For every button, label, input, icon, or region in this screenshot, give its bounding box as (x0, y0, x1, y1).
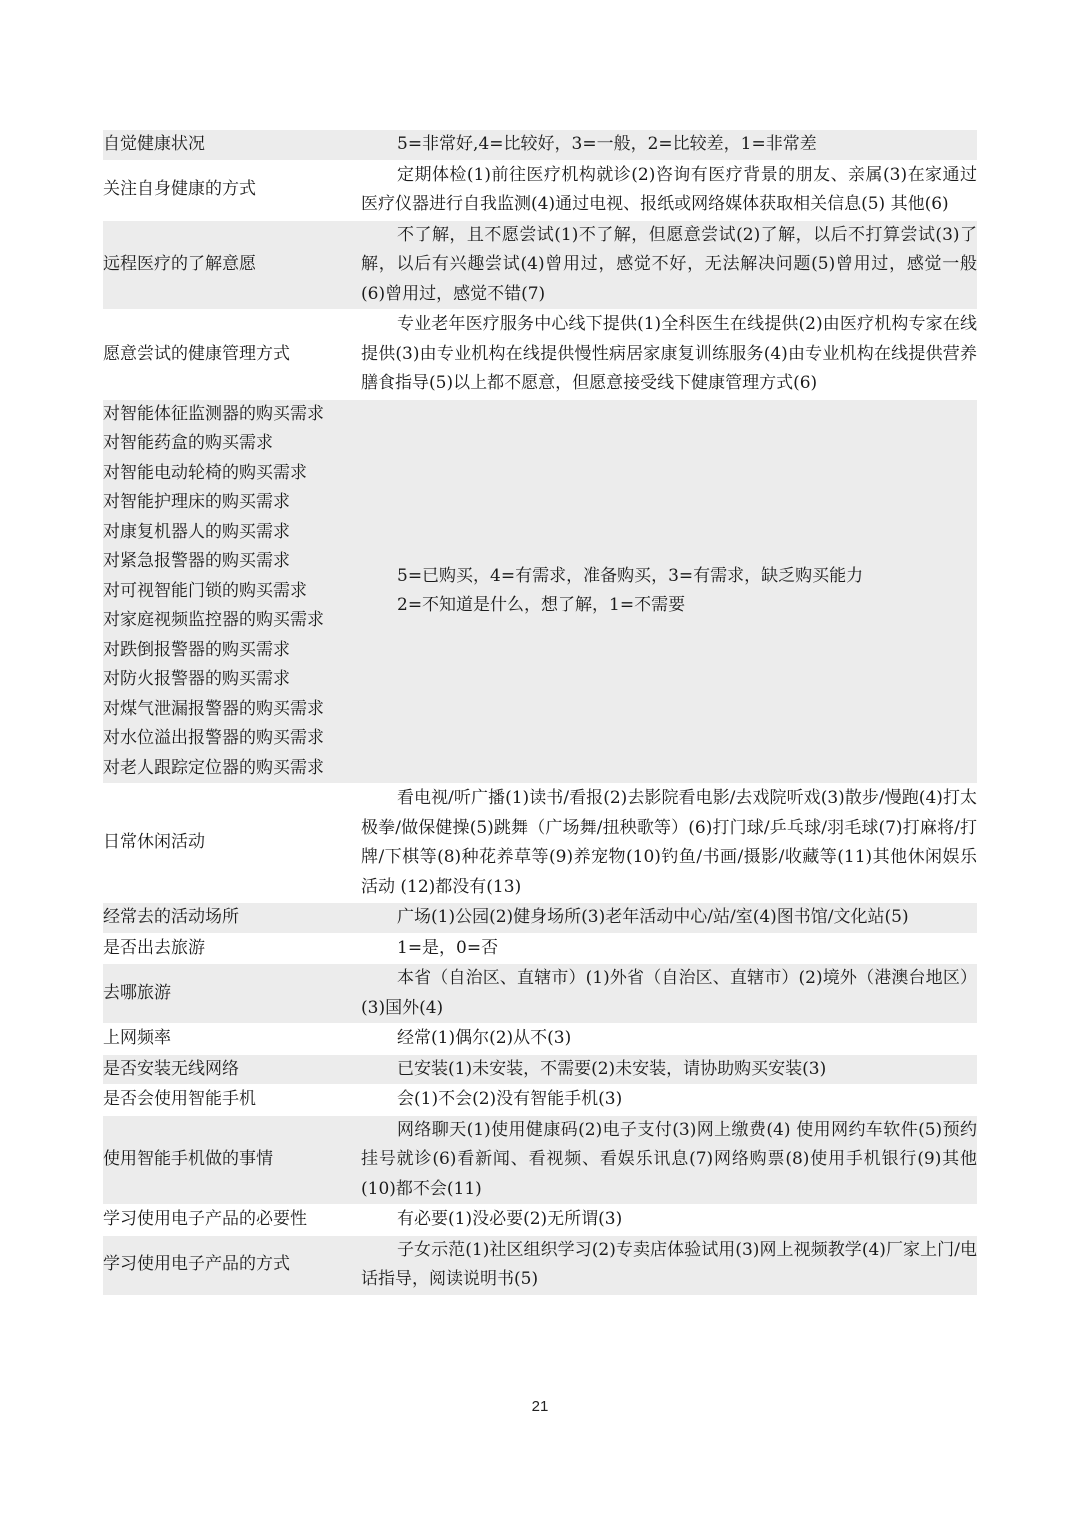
table-row (103, 399, 977, 784)
table-row (103, 1115, 977, 1205)
table-row (103, 1235, 977, 1295)
table-row (103, 902, 977, 933)
variable-cell: 是否出去旅游 (103, 933, 361, 964)
value-cell: 广场(1)公园(2)健身场所(3)老年活动中心/站/室(4)图书馆/文化站(5) (361, 902, 977, 933)
value-line: 2=不知道是什么，想了解，1=不需要 (397, 595, 686, 616)
variable-item: 对康复机器人的购买需求 (103, 521, 290, 542)
value-cell: 1=是，0=否 (361, 933, 977, 964)
variable-cell: 自觉健康状况 (103, 130, 361, 160)
variable-item: 对跌倒报警器的购买需求 (103, 639, 290, 660)
variable-cell: 远程医疗的了解意愿 (103, 220, 361, 310)
variable-item: 对智能药盒的购买需求 (103, 433, 273, 453)
table-row (103, 933, 977, 964)
variable-item: 对防火报警器的购买需求 (103, 669, 290, 689)
codebook-table (103, 130, 977, 1295)
variable-item: 对紧急报警器的购买需求 (103, 551, 290, 571)
variable-cell: 是否会使用智能手机 (103, 1084, 361, 1115)
table-row (103, 783, 977, 902)
variable-cell: 关注自身健康的方式 (103, 160, 361, 220)
value-cell: 已安装(1)未安装，不需要(2)未安装，请协助购买安装(3) (361, 1054, 977, 1085)
variable-item: 对智能电动轮椅的购买需求 (103, 462, 307, 483)
table-row (103, 220, 977, 310)
variable-cell: 经常去的活动场所 (103, 902, 361, 933)
variable-item: 对智能护理床的购买需求 (103, 492, 290, 512)
value-cell: 会(1)不会(2)没有智能手机(3) (361, 1084, 977, 1115)
variable-cell: 使用智能手机做的事情 (103, 1115, 361, 1205)
value-cell (361, 399, 977, 784)
value-cell: 专业老年医疗服务中心线下提供(1)全科医生在线提供(2)由医疗机构专家在线提供(3)由专业机构在线提供慢性病居家康复训练服务(4)由专业机构在线提供营养膳食指导(5)以上都不愿意，但愿意接受线下健康管理方式(6) (361, 309, 977, 399)
value-line: 5=已购买，4=有需求，准备购买，3=有需求，缺乏购买能力 (397, 565, 864, 586)
variable-item: 对可视智能门锁的购买需求 (103, 580, 307, 601)
value-cell: 有必要(1)没必要(2)无所谓(3) (361, 1204, 977, 1235)
table-row (103, 1084, 977, 1115)
value-cell: 不了解，且不愿尝试(1)不了解，但愿意尝试(2)了解，以后不打算尝试(3)了解，以后有兴趣尝试(4)曾用过，感觉不好，无法解决问题(5)曾用过，感觉一般(6)曾用过，感觉不错(7) (361, 220, 977, 310)
table-row (103, 130, 977, 160)
table-row (103, 1204, 977, 1235)
table-row (103, 963, 977, 1023)
variable-cell: 学习使用电子产品的方式 (103, 1235, 361, 1295)
table-row (103, 309, 977, 399)
table-row (103, 1023, 977, 1054)
variable-item: 对水位溢出报警器的购买需求 (103, 728, 324, 748)
value-cell: 经常(1)偶尔(2)从不(3) (361, 1023, 977, 1054)
variable-item: 对煤气泄漏报警器的购买需求 (103, 698, 324, 719)
variable-cell: 去哪旅游 (103, 963, 361, 1023)
value-cell: 定期体检(1)前往医疗机构就诊(2)咨询有医疗背景的朋友、亲属(3)在家通过医疗仪器进行自我监测(4)通过电视、报纸或网络媒体获取相关信息(5) 其他(6) (361, 160, 977, 220)
page-number: 21 (531, 1398, 549, 1415)
variable-cell: 是否安装无线网络 (103, 1054, 361, 1085)
variable-cell: 愿意尝试的健康管理方式 (103, 309, 361, 399)
value-cell: 本省（自治区、直辖市）(1)外省（自治区、直辖市）(2)境外（港澳台地区）(3)国外(4) (361, 963, 977, 1023)
table-row (103, 1054, 977, 1085)
variable-cell: 上网频率 (103, 1023, 361, 1054)
variable-item: 对家庭视频监控器的购买需求 (103, 610, 324, 630)
value-cell: 看电视/听广播(1)读书/看报(2)去影院看电影/去戏院听戏(3)散步/慢跑(4)打太极拳/做保健操(5)跳舞（广场舞/扭秧歌等）(6)打门球/乒乓球/羽毛球(7)打麻将/打牌/下棋等(8)种花养草等(9)养宠物(10)钓鱼/书画/摄影/收藏等(11)其他休闲娱乐活动 (12)都没有(13) (361, 783, 977, 902)
table-row (103, 160, 977, 220)
variable-item: 对老人跟踪定位器的购买需求 (103, 757, 324, 778)
variable-cell: 学习使用电子产品的必要性 (103, 1204, 361, 1235)
value-cell: 子女示范(1)社区组织学习(2)专卖店体验试用(3)网上视频教学(4)厂家上门/电话指导，阅读说明书(5) (361, 1235, 977, 1295)
value-cell: 5=非常好,4=比较好，3=一般，2=比较差，1=非常差 (361, 130, 977, 160)
variable-cell: 日常休闲活动 (103, 783, 361, 902)
variable-list-cell (103, 399, 361, 784)
value-cell: 网络聊天(1)使用健康码(2)电子支付(3)网上缴费(4) 使用网约车软件(5)预约挂号就诊(6)看新闻、看视频、看娱乐讯息(7)网络购票(8)使用手机银行(9)其他(10)都不会(11) (361, 1115, 977, 1205)
variable-item: 对智能体征监测器的购买需求 (103, 403, 324, 424)
